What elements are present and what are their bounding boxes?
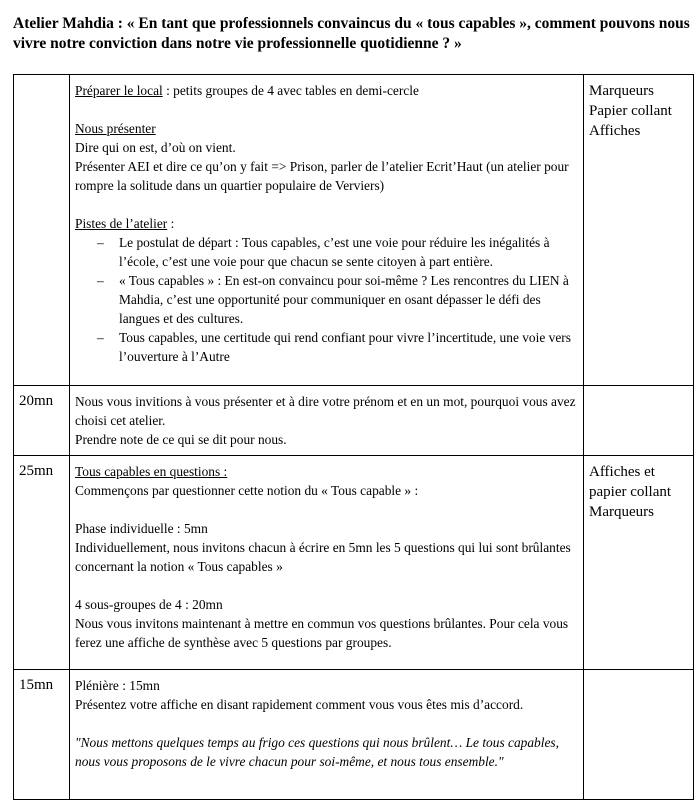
table-row (14, 75, 694, 386)
time-cell: 20mn (14, 386, 70, 456)
table-row (14, 456, 694, 670)
activity-cell (70, 670, 584, 800)
materials-cell (584, 670, 694, 800)
time-cell: 15mn (14, 670, 70, 800)
text-line: Commençons par questionner cette notion du « Tous capable » : (75, 483, 419, 498)
activity-cell (70, 75, 584, 386)
table-row (14, 386, 694, 456)
activity-cell (70, 386, 584, 456)
quote-text: "Nous mettons quelques temps au frigo ces questions qui nous brûlent… Le tous capables, nous vous proposons de le vivre chacun pour soi-même, et nous tous ensemble." (75, 735, 559, 769)
pistes-heading: Pistes de l’atelier : (75, 216, 175, 231)
time-cell (14, 75, 70, 386)
text-line: Présentez votre affiche en disant rapidement comment vous vous êtes mis d’accord. (75, 697, 524, 712)
material-item: Papier collant (589, 103, 672, 119)
list-item: – « Tous capables » : En est-on convaincu pour soi-même ? Les rencontres du LIEN à Mahdia, c’est une opportunité pour communiquer en osant dépasser le défi des langues et des cultures. (97, 271, 578, 328)
material-item: Marqueurs (589, 83, 654, 99)
intro-line: Dire qui on est, d’où on vient. (75, 140, 236, 155)
intro-line: Présenter AEI et dire ce qu’on y fait => Prison, parler de l’atelier Ecrit’Haut (un atelier pour rompre la solitude dans un quartier populaire de Verviers) (75, 159, 569, 193)
materials-cell (584, 456, 694, 670)
materials-cell (584, 75, 694, 386)
prep-paragraph (75, 81, 578, 100)
phase-title: Phase individuelle : 5mn (75, 521, 208, 536)
material-item: papier collant (589, 484, 672, 500)
text-line: Prendre note de ce qui se dit pour nous. (75, 432, 287, 447)
prep-text: : petits groupes de 4 avec tables en demi-cercle (162, 83, 419, 98)
table-row (14, 670, 694, 800)
pistes-label: Pistes de l’atelier (75, 216, 168, 231)
list-item: – Le postulat de départ : Tous capables, c’est une voie pour réduire les inégalités à l’école, c’est une voie pour que chacun se sente citoyen à part entière. (97, 233, 578, 271)
section-heading: Tous capables en questions : (75, 464, 228, 479)
pistes-list (75, 233, 578, 366)
workshop-plan-table (13, 74, 694, 800)
section-heading: Plénière : 15mn (75, 678, 160, 693)
intro-label: Nous présenter (75, 121, 156, 136)
text-line: Nous vous invitions à vous présenter et à dire votre prénom et en un mot, pourquoi vous avez choisi cet atelier. (75, 394, 576, 428)
material-item: Affiches (589, 123, 641, 139)
list-item: – Tous capables, une certitude qui rend confiant pour vivre l’incertitude, une voie vers l’ouverture à l’Autre (97, 328, 578, 366)
phase-text: Nous vous invitons maintenant à mettre en commun vos questions brûlantes. Pour cela vous ferez une affiche de synthèse avec 5 questions par groupes. (75, 616, 569, 650)
time-cell: 25mn (14, 456, 70, 670)
document-title: Atelier Mahdia : « En tant que professionnels convaincus du « tous capables », comment pouvons nous vivre notre conviction dans notre vie professionnelle quotidienne ? » (13, 15, 690, 52)
phase-title: 4 sous-groupes de 4 : 20mn (75, 597, 223, 612)
phase-text: Individuellement, nous invitons chacun à écrire en 5mn les 5 questions qui lui sont brûlantes concernant la notion « Tous capables » (75, 540, 571, 574)
activity-cell (70, 456, 584, 670)
material-item: Marqueurs (589, 504, 654, 520)
materials-cell (584, 386, 694, 456)
prep-label: Préparer le local (75, 83, 163, 98)
material-item: Affiches et (589, 464, 655, 480)
